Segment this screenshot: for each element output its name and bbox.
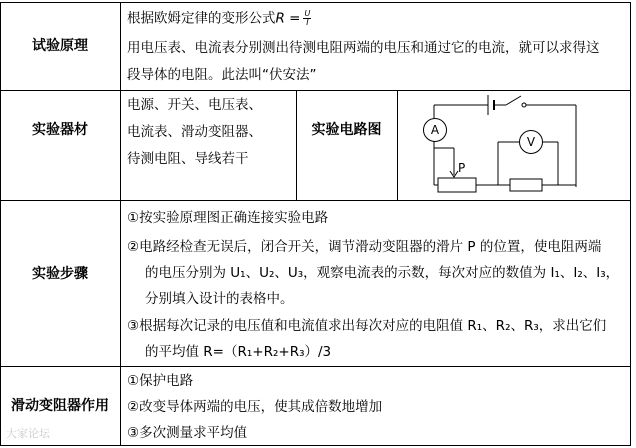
steps-label: 实验步骤	[32, 266, 88, 282]
equipment-item-2: 电流表、滑动变阻器、	[127, 124, 262, 140]
step-line-3: 的电压分别为 U₁、U₂、U₃，观察电流表的示数，每次对应的数值为 I₁、I₂、I₃，	[145, 265, 620, 281]
switch-lever	[506, 96, 521, 105]
step-line-4: 分别填入设计的表格中。	[145, 291, 294, 307]
rheostat-label: 滑动变阻器作用	[11, 398, 109, 414]
formula-fraction	[303, 10, 311, 27]
label-column-divider	[120, 2, 121, 446]
step-line-1: ①按实验原理图正确连接实验电路	[127, 210, 329, 226]
principle-line-1-text: 根据欧姆定律的变形公式	[127, 10, 276, 27]
table-border-right	[630, 2, 631, 446]
equipment-item-3: 待测电阻、导线若干	[127, 151, 249, 167]
ammeter-symbol: A	[423, 118, 447, 142]
step-line-5: ③根据每次记录的电压值和电流值求出每次对应的电阻值 R₁、R₂、R₃，求出它们	[127, 318, 607, 334]
table-border-left	[0, 2, 1, 446]
step-line-2: ②电路经检查无误后，闭合开关，调节滑动变阻器的滑片 P 的位置，使电阻两端	[127, 239, 602, 255]
voltmeter-symbol: V	[519, 130, 543, 154]
rheostat-line-3: ③多次测量求平均值	[127, 425, 248, 441]
principle-line-2: 用电压表、电流表分别测出待测电阻两端的电压和通过它的电流，就可以求得这	[127, 40, 600, 56]
rheostat-line-1: ①保护电路	[127, 373, 194, 389]
row-divider-2	[0, 200, 631, 201]
step-line-6: 的平均值 R=（R₁+R₂+R₃）/3	[145, 344, 332, 360]
formula-numerator: U	[304, 9, 311, 18]
rheostat-body	[438, 178, 476, 192]
formula-lhs: R =	[275, 10, 301, 27]
principle-line-3: 段导体的电阻。此法叫“伏安法”	[127, 67, 317, 83]
equipment-item-1: 电源、开关、电压表、	[127, 97, 262, 113]
principle-line-1	[127, 10, 311, 27]
watermark: 大家论坛	[6, 427, 50, 440]
circuit-diagram	[398, 91, 630, 200]
principle-label: 试验原理	[32, 38, 88, 54]
equipment-label: 实验器材	[32, 122, 88, 138]
row-divider-3	[0, 366, 631, 367]
equipment-divider-1	[296, 90, 297, 200]
rheostat-line-2: ②改变导体两端的电压，使其成倍数地增加	[127, 399, 383, 415]
table-border-top	[0, 2, 631, 3]
circuit-label: 实验电路图	[311, 122, 382, 138]
resistor-body	[510, 179, 542, 191]
table-border-bottom	[0, 445, 631, 446]
formula-denominator: I	[306, 18, 309, 27]
switch-contact	[522, 103, 526, 107]
slider-label: P	[458, 161, 466, 175]
